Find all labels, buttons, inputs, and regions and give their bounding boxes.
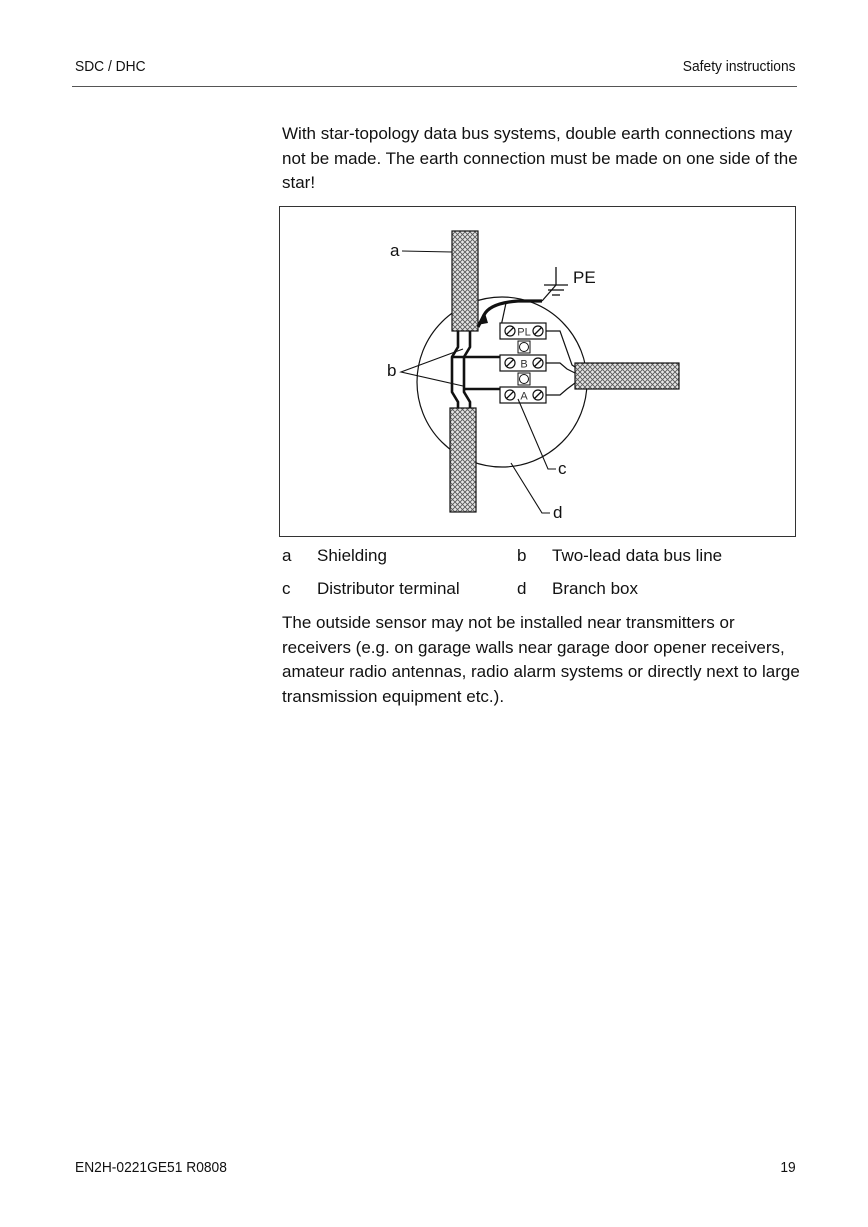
wire-core bbox=[464, 331, 470, 408]
terminal-label-a: A bbox=[520, 390, 528, 403]
pe-label: PE bbox=[573, 268, 596, 287]
leader-c bbox=[518, 399, 556, 469]
lower-cable-shield bbox=[450, 408, 476, 512]
page-number: 19 bbox=[780, 1159, 796, 1176]
legend-text: Two-lead data bus line bbox=[552, 546, 723, 565]
legend-row bbox=[282, 546, 797, 579]
header-divider bbox=[72, 86, 797, 87]
footer-document-code: EN2H-0221GE51 R0808 bbox=[75, 1159, 227, 1176]
wiring-figure bbox=[279, 206, 796, 537]
wire-right-b bbox=[546, 363, 575, 373]
figure-legend bbox=[282, 546, 797, 612]
legend-key: b bbox=[517, 546, 527, 565]
legend-text: Shielding bbox=[317, 546, 387, 565]
wire-right-pl bbox=[546, 331, 575, 367]
header-document-title: SDC / DHC bbox=[75, 58, 146, 75]
header-section-title: Safety instructions bbox=[683, 58, 796, 75]
intro-paragraph: With star-topology data bus systems, double earth connections may not be made. The earth connection must be made on one side of the star! bbox=[282, 124, 798, 192]
legend-key: a bbox=[282, 546, 292, 565]
branch-box-diagram bbox=[280, 207, 797, 538]
wire-core bbox=[452, 331, 458, 408]
earth-ground-icon bbox=[542, 267, 568, 301]
legend-text: Distributor terminal bbox=[317, 579, 460, 598]
distributor-terminal bbox=[500, 323, 546, 403]
label-c: c bbox=[558, 459, 567, 478]
label-d: d bbox=[553, 503, 563, 522]
legend-row bbox=[282, 579, 797, 612]
leader-d bbox=[511, 463, 550, 513]
terminal-label-b: B bbox=[520, 358, 528, 371]
label-b: b bbox=[387, 361, 397, 380]
right-cable-shield bbox=[575, 363, 679, 389]
leader-a bbox=[402, 251, 452, 252]
terminal-label-pl: PL bbox=[517, 326, 531, 339]
upper-cable-shield bbox=[452, 231, 478, 331]
legend-key: c bbox=[282, 579, 291, 598]
legend-text: Branch box bbox=[552, 579, 638, 598]
label-a: a bbox=[390, 241, 400, 260]
sensor-installation-paragraph: The outside sensor may not be installed near transmitters or receivers (e.g. on garage walls near garage door opener receivers, amateur radio antennas, radio alarm systems or directly next to large transmission equipment etc.). bbox=[282, 613, 800, 706]
legend-key: d bbox=[517, 579, 527, 598]
wire-right-a bbox=[546, 383, 575, 395]
